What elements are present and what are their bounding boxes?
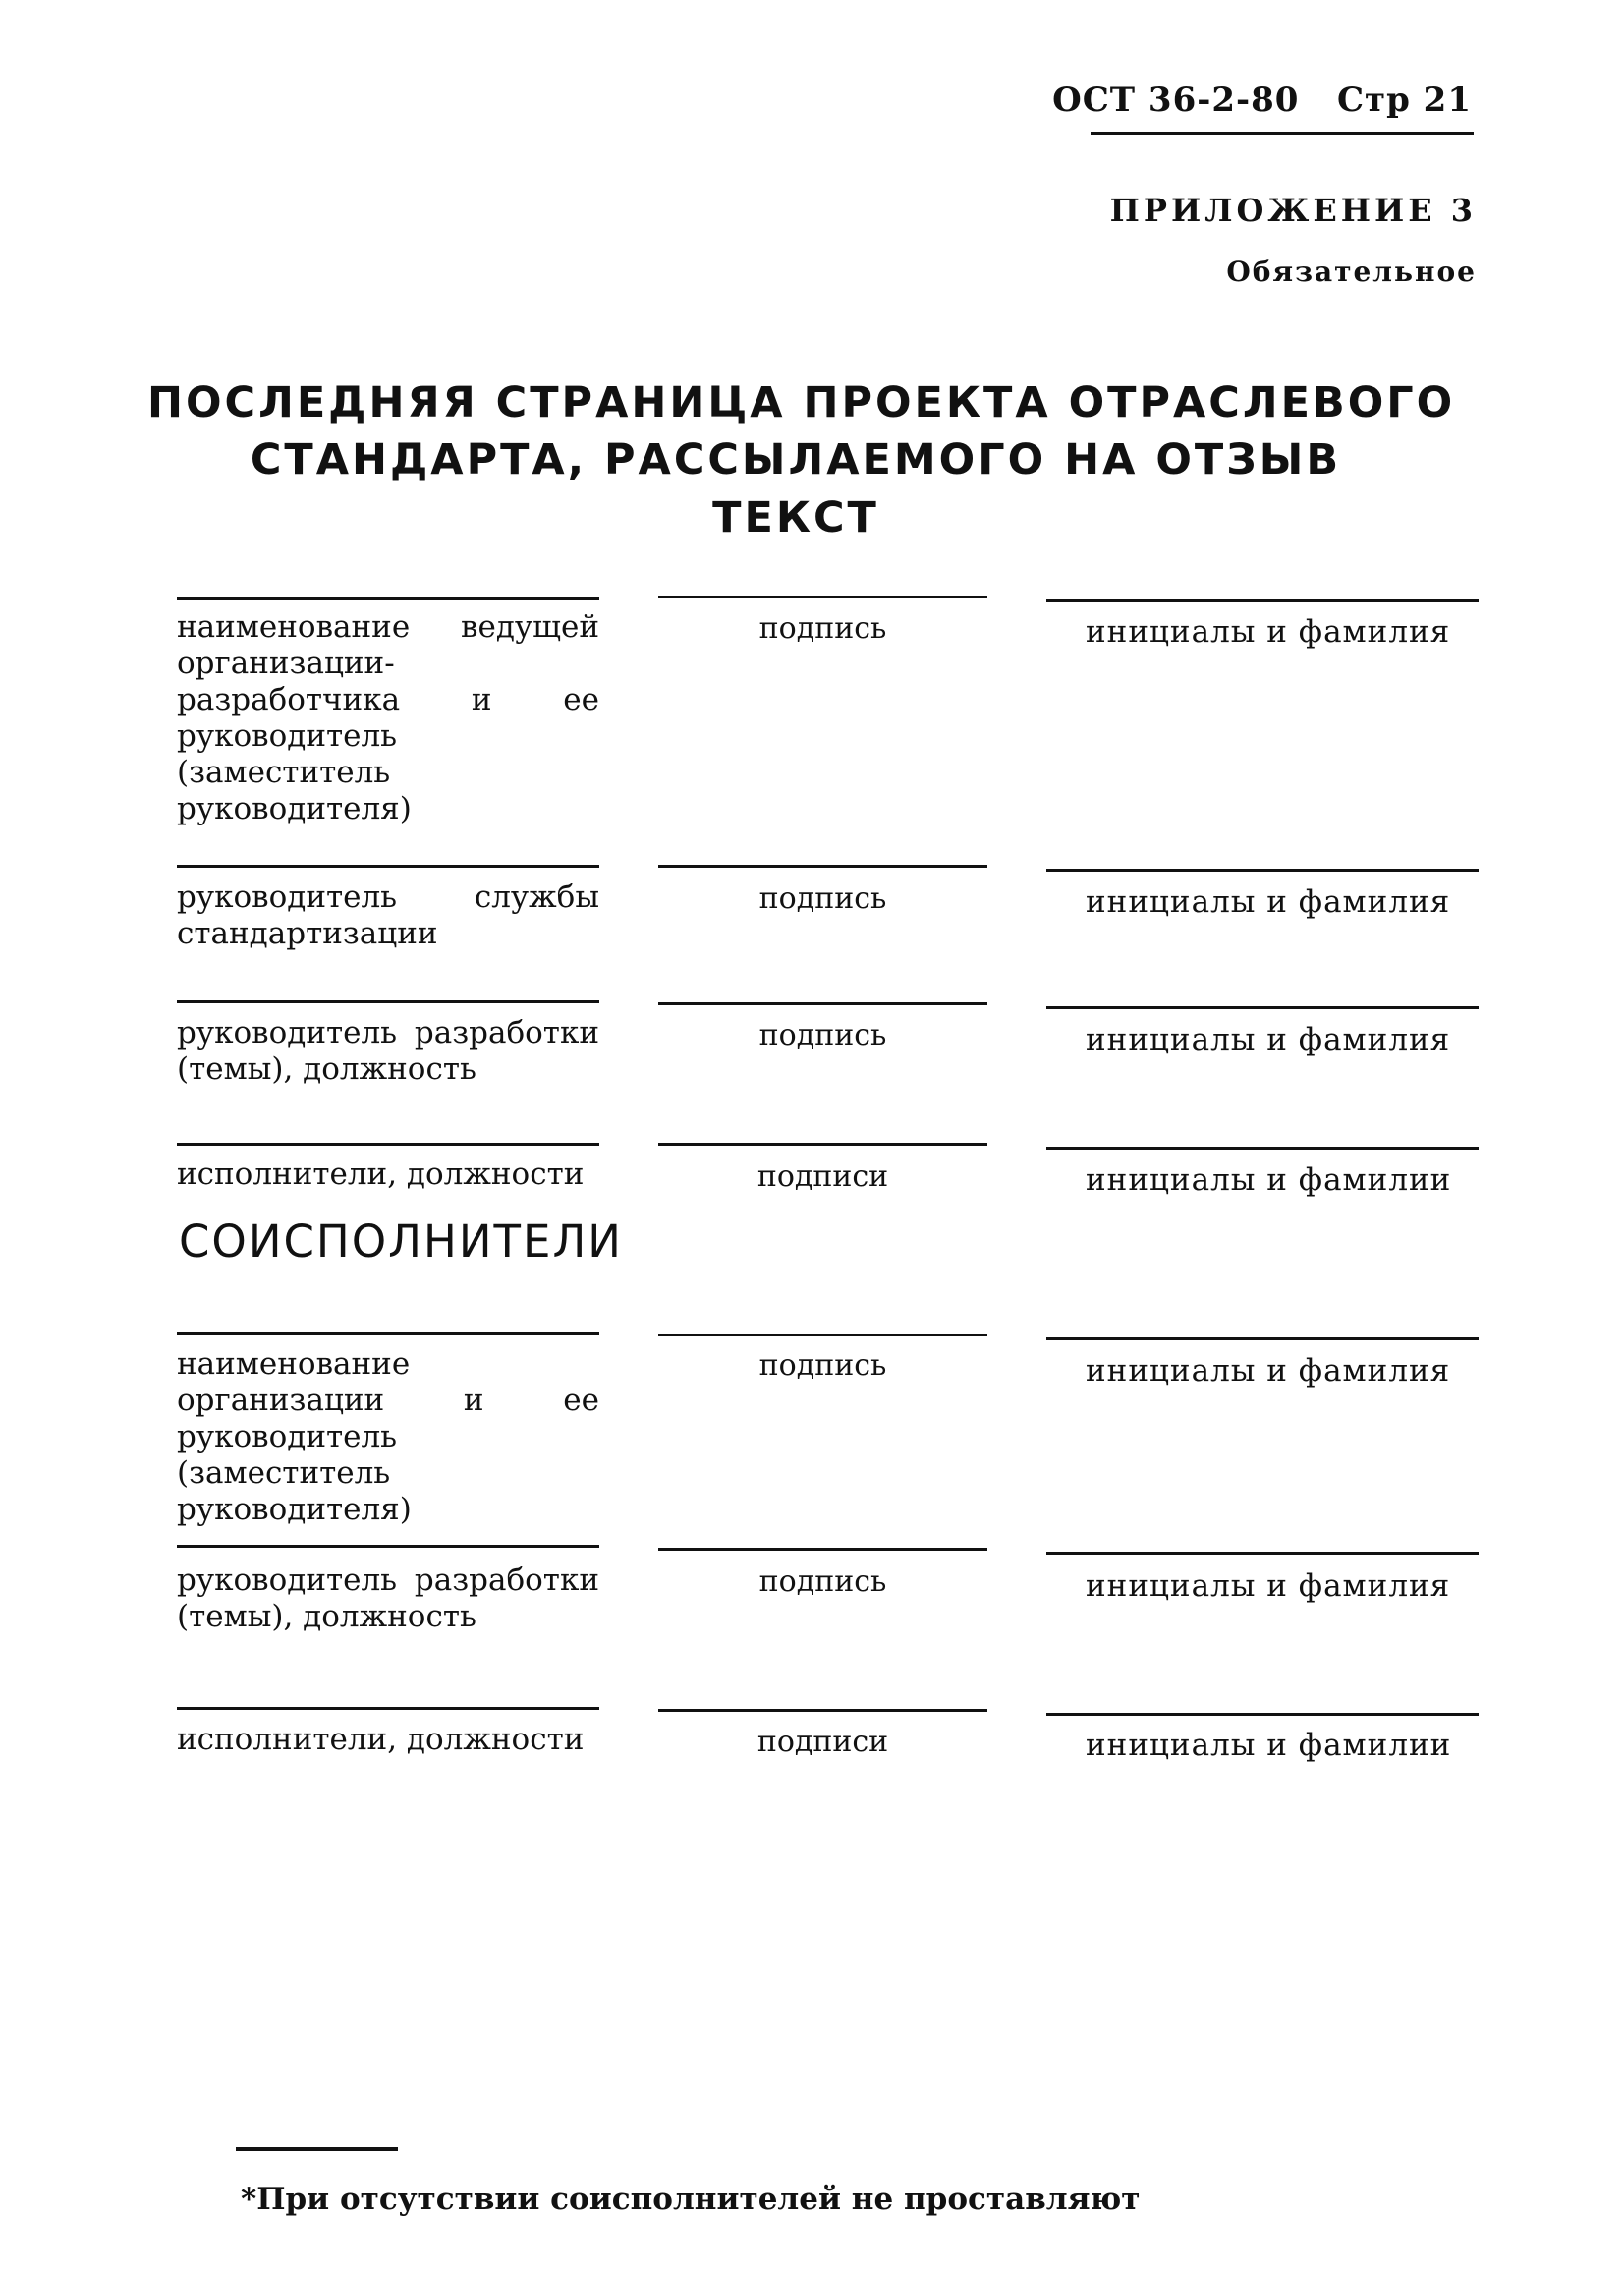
signature-line: [1046, 1337, 1479, 1340]
signature-line: [658, 1002, 987, 1005]
row-name-caption: инициалы и фамилии: [1086, 1728, 1452, 1763]
row-name-caption: инициалы и фамилия: [1086, 1353, 1451, 1389]
signature-line: [177, 1332, 599, 1335]
signature-line: [658, 1709, 987, 1712]
page-title-line-1: ПОСЛЕДНЯЯ СТРАНИЦА ПРОЕКТА ОТРАСЛЕВОГО: [147, 378, 1456, 427]
footnote-separator: [236, 2147, 398, 2151]
signature-line: [177, 1545, 599, 1548]
row-signature-caption: подписи: [756, 1160, 889, 1194]
row-label: руководитель службы стандартизации: [177, 880, 599, 951]
row-name-caption: инициалы и фамилия: [1086, 1022, 1451, 1057]
row-label: руководитель разработки (темы), должность: [177, 1015, 599, 1087]
document-code: [1052, 81, 1472, 120]
signature-line: [658, 1334, 987, 1336]
header-underline: [1091, 132, 1474, 135]
signature-line: [177, 865, 599, 868]
row-name-caption: инициалы и фамилия: [1086, 614, 1451, 650]
row-label: исполнители, должности: [177, 1157, 585, 1192]
signature-line: [1046, 1006, 1479, 1009]
signature-line: [658, 1143, 987, 1146]
row-name-caption: инициалы и фамилия: [1086, 1568, 1451, 1604]
standard-code: ОСТ 36-2-80: [1052, 81, 1300, 120]
signature-line: [658, 865, 987, 868]
page-title-line-3: ТЕКСТ: [712, 493, 879, 542]
signature-line: [1046, 1713, 1479, 1716]
row-label: наименование организации и ее руководитель (заместитель руководителя): [177, 1346, 599, 1527]
signature-line: [1046, 599, 1479, 602]
row-signature-caption: подпись: [758, 1018, 887, 1052]
signature-line: [177, 597, 599, 600]
signature-line: [177, 1707, 599, 1710]
row-signature-caption: подпись: [758, 1564, 887, 1599]
appendix-status: Обязательное: [1226, 256, 1477, 288]
row-signature-caption: подпись: [758, 1348, 887, 1383]
signature-line: [658, 596, 987, 598]
row-name-caption: инициалы и фамилии: [1086, 1163, 1452, 1198]
row-name-caption: инициалы и фамилия: [1086, 884, 1451, 920]
row-label: руководитель разработки (темы), должность: [177, 1563, 599, 1634]
row-signature-caption: подписи: [756, 1725, 889, 1759]
row-label: наименование ведущей организации-разработчика и ее руководитель (заместитель руководителя): [177, 609, 599, 826]
coexecutors-heading: СОИСПОЛНИТЕЛИ: [179, 1216, 623, 1268]
page-title-line-2: СТАНДАРТА, РАССЫЛАЕМОГО НА ОТЗЫВ: [250, 435, 1342, 484]
signature-line: [177, 1000, 599, 1003]
signature-line: [1046, 869, 1479, 872]
row-signature-caption: подпись: [758, 881, 887, 916]
appendix-title: ПРИЛОЖЕНИЕ 3: [1109, 192, 1477, 229]
footnote: *При отсутствии соисполнителей не проставляют: [241, 2182, 1141, 2217]
signature-line: [177, 1143, 599, 1146]
signature-line: [658, 1548, 987, 1551]
signature-line: [1046, 1552, 1479, 1555]
signature-line: [1046, 1147, 1479, 1150]
row-signature-caption: подпись: [758, 611, 887, 646]
row-label: исполнители, должности: [177, 1722, 585, 1757]
page-number: Стр 21: [1336, 81, 1472, 120]
